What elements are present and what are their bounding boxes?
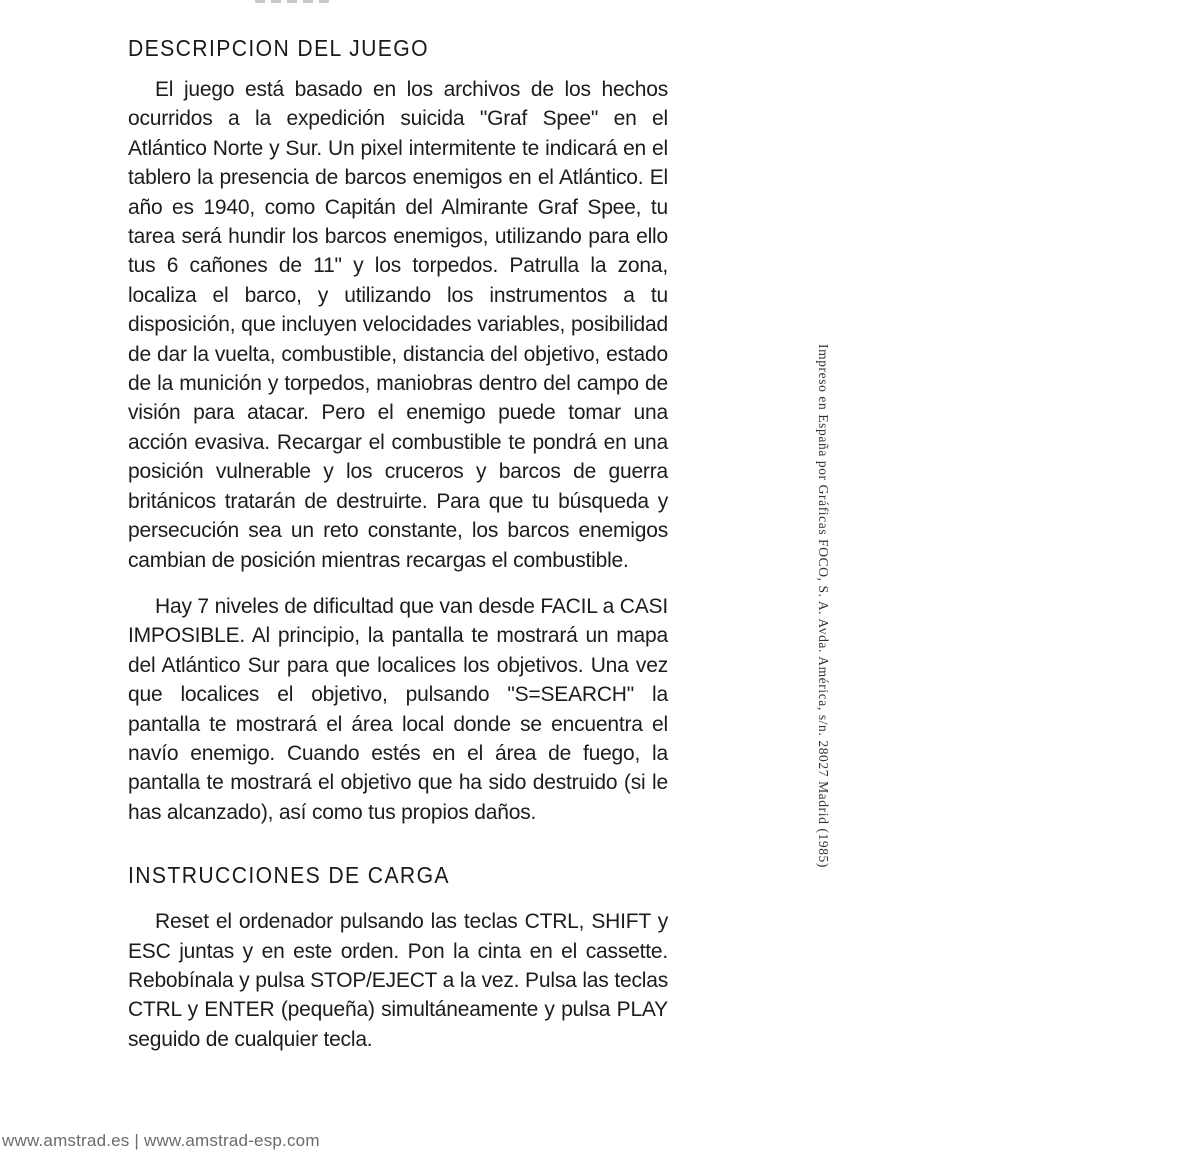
website-watermark: www.amstrad.es | www.amstrad-esp.com <box>2 1131 320 1150</box>
description-heading: DESCRIPCION DEL JUEGO <box>128 35 429 61</box>
top-edge-mark <box>255 0 335 3</box>
loading-heading: INSTRUCCIONES DE CARGA <box>128 862 450 889</box>
description-paragraph-2: Hay 7 niveles de dificultad que van desde FACIL a CASI IMPOSIBLE. Al principio, la pantalla te mostrará un mapa del Atlántico Sur para que localices los objetivos. Una vez que localices el objetivo, pulsando "S=SEARCH" la pantalla te mostrará el área local donde se encuentra el navío enemigo. Cuando estés en el área de fuego, la pantalla te mostrará el objetivo que ha sido destruido (si le has alcanzado), así como tus propios daños. <box>128 594 668 824</box>
description-paragraph-1: El juego está basado en los archivos de los hechos ocurridos a la expedición suicida "Graf Spee" en el Atlántico Norte y Sur. Un pixel intermitente te indicará en el tablero la presencia de barcos enemigos en el Atlántico. El año es 1940, como Capitán del Almirante Graf Spee, tu tarea será hundir los barcos enemigos, utilizando para ello tus 6 cañones de 11" y los torpedos. Patrulla la zona, localiza el barco, y utilizando los instrumentos a tu disposición, que incluyen velocidades variables, posibilidad de dar la vuelta, combustible, distancia del objetivo, estado de la munición y torpedos, maniobras dentro del campo de visión para atacar. Pero el enemigo puede tomar una acción evasiva. Recargar el combustible te pondrá en una posición vulnerable y los cruceros y barcos de guerra británicos tratarán de destruirte. Para que tu búsqueda y persecución sea un reto constante, los barcos enemigos cambian de posición mientras recargas el combustible. <box>128 78 668 572</box>
printer-imprint: Impreso en España por Gráficas FOCO, S. A. Avda. América, s/n. 28027 Madrid (1985) <box>816 344 831 868</box>
text-column <box>128 30 668 1054</box>
loading-paragraph-1: Reset el ordenador pulsando las teclas CTRL, SHIFT y ESC juntas y en este orden. Pon la cinta en el cassette. Rebobínala y pulsa STOP/EJECT a la vez. Pulsa las teclas CTRL y ENTER (pequeña) simultáneamente y pulsa PLAY seguido de cualquier tecla. <box>128 910 668 1051</box>
